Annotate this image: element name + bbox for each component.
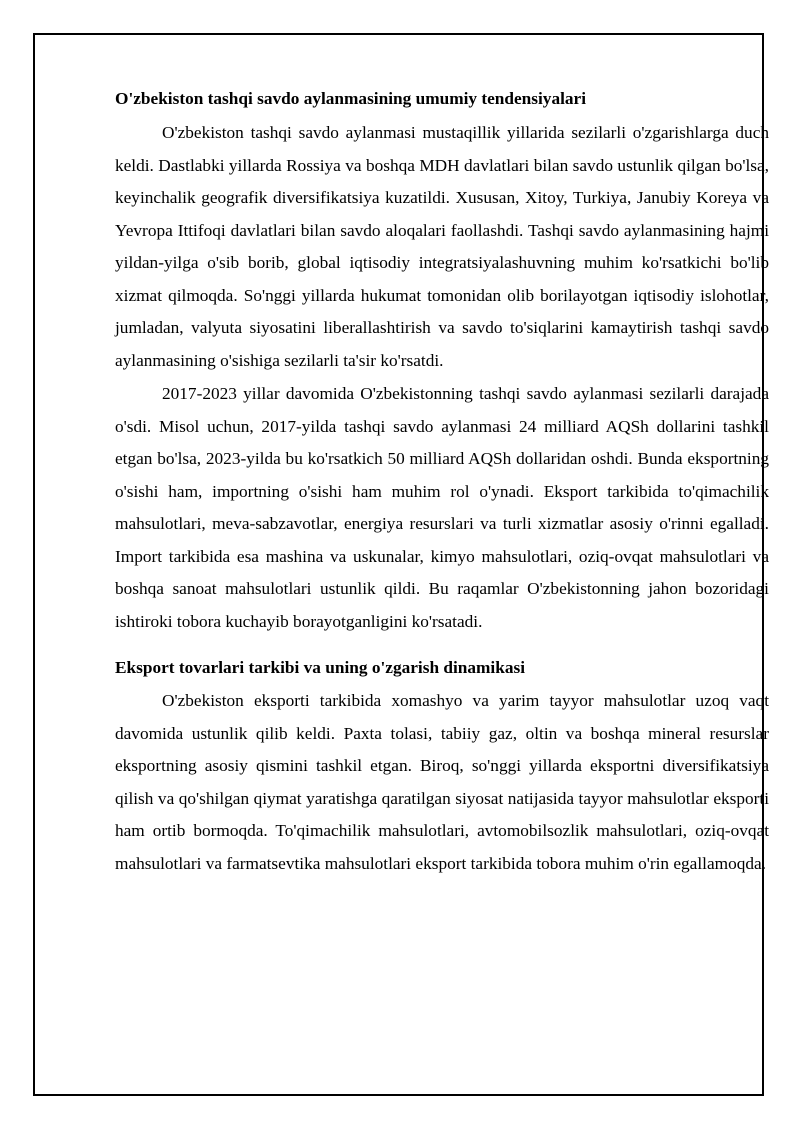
paragraph-trade-overview: O'zbekiston tashqi savdo aylanmasi mustaqillik yillarida sezilarli o'zgarishlarga duch keldi. Dastlabki yillarda Rossiya va boshqa MDH davlatlari bilan savdo ustunlik qilgan bo'lsa, keyinchalik geografik diversifikatsiya kuzatildi. Xususan, Xitoy, Turkiya, Janubiy Koreya va Yevropa Ittifoqi davlatlari bilan savdo aloqalari faollashdi. Tashqi savdo aylanmasining hajmi yildan-yilga o'sib borib, global iqtisodiy integratsiyalashuvning muhim ko'rsatkichi bo'lib xizmat qilmoqda. So'nggi yillarda hukumat tomonidan olib borilayotgan iqtisodiy islohotlar, jumladan, valyuta siyosatini liberallashtirish va savdo to'siqlarini kamaytirish tashqi savdo aylanmasining o'sishiga sezilarli ta'sir ko'rsatdi. xyxy=(115,123,769,370)
document-body xyxy=(115,84,769,880)
paragraph-trade-growth-2017-2023: 2017-2023 yillar davomida O'zbekistonning tashqi savdo aylanmasi sezilarli darajada o'sdi. Misol uchun, 2017-yilda tashqi savdo aylanmasi 24 milliard AQSh dollarini tashkil etgan bo'lsa, 2023-yilda bu ko'rsatkich 50 milliard AQSh dollaridan oshdi. Bunda eksportning o'sishi ham, importning o'sishi ham muhim rol o'ynadi. Eksport tarkibida to'qimachilik mahsulotlari, meva-sabzavotlar, energiya resurslari va turli xizmatlar asosiy o'rinni egalladi. Import tarkibida esa mashina va uskunalar, kimyo mahsulotlari, oziq-ovqat mahsulotlari va boshqa sanoat mahsulotlari ustunlik qildi. Bu raqamlar O'zbekistonning jahon bozoridagi ishtiroki tobora kuchayib borayotganligini ko'rsatadi. xyxy=(115,384,769,631)
paragraph-export-composition: O'zbekiston eksporti tarkibida xomashyo va yarim tayyor mahsulotlar uzoq vaqt davomida ustunlik qilib keldi. Paxta tolasi, tabiiy gaz, oltin va boshqa mineral resurslar eksportning asosiy qismini tashkil etgan. Biroq, so'nggi yillarda eksportni diversifikatsiya qilish va qo'shilgan qiymat yaratishga qaratilgan siyosat natijasida tayyor mahsulotlar eksporti ham ortib bormoqda. To'qimachilik mahsulotlari, avtomobilsozlik mahsulotlari, oziq-ovqat mahsulotlari va farmatsevtika mahsulotlari eksport tarkibida tobora muhim o'rin egallamoqda. xyxy=(115,691,769,873)
section-heading-export-structure: Eksport tovarlari tarkibi va uning o'zgarish dinamikasi xyxy=(115,658,526,677)
section-heading-trade-trends: O'zbekiston tashqi savdo aylanmasining umumiy tendensiyalari xyxy=(115,89,587,108)
